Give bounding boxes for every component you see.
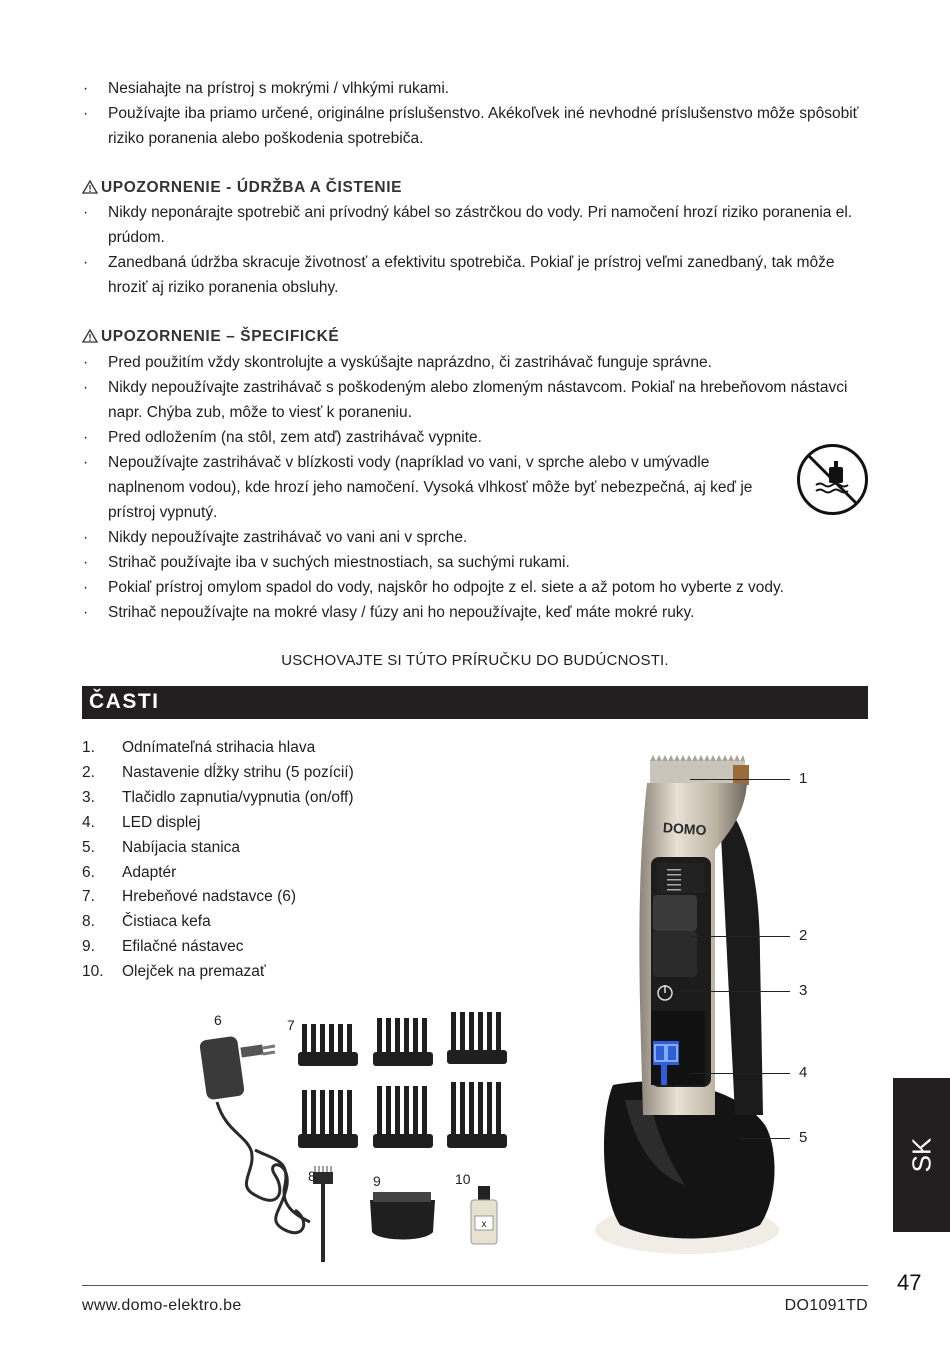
svg-text:x: x (481, 1219, 487, 1230)
list-item: · Pred odložením (na stôl, zem atď) zastrihávač vypnite. (82, 425, 862, 450)
footer-model: DO1091TD (784, 1297, 868, 1314)
list-item: · Nikdy nepoužívajte zastrihávač vo vani ani v sprche. (82, 525, 862, 550)
item-label: Nabíjacia stanica (122, 838, 241, 856)
accessory-label-8: 8 (308, 1168, 316, 1184)
item-label: Olejček na premazať (122, 963, 266, 981)
specific-warning-heading (82, 326, 339, 348)
language-code: SK (906, 1137, 936, 1173)
list-item: · Strihač nepoužívajte na mokré vlasy / fúzy ani ho nepoužívajte, keď máte mokré ruky. (82, 600, 862, 625)
specific-heading-text: UPOZORNENIE – ŠPECIFICKÉ (101, 328, 340, 345)
item-number: 7. (82, 888, 95, 906)
item-label: Odnímateľná strihacia hlava (122, 739, 316, 756)
accessories-illustration (195, 1010, 525, 1265)
list-item (82, 761, 442, 786)
item-label: Adaptér (122, 863, 177, 881)
list-item: · Strihač používajte iba v suchých miestnostiach, sa suchými rukami. (82, 550, 862, 575)
top-bullet-list (82, 76, 862, 151)
trimmer-illustration (595, 755, 795, 1265)
list-item (82, 736, 442, 761)
callout-line-4 (690, 1073, 790, 1074)
warning-triangle-icon (82, 180, 98, 194)
item-number: 5. (82, 838, 95, 856)
item-number: 6. (82, 863, 95, 881)
comb-attachments (298, 1012, 507, 1148)
adapter-illustration (199, 1036, 310, 1233)
list-item (82, 836, 442, 861)
callout-line-5 (740, 1138, 790, 1139)
maintenance-bullet-list (82, 200, 862, 300)
maintenance-warning-heading (82, 177, 402, 199)
accessory-label-10: 10 (455, 1171, 471, 1187)
item-label: Čistiaca kefa (122, 913, 211, 931)
language-tab (893, 1078, 950, 1232)
footer-divider (82, 1285, 868, 1286)
list-item (82, 811, 442, 836)
item-label: Nastavenie dĺžky strihu (5 pozícií) (122, 763, 354, 781)
item-label: Tlačidlo zapnutia/vypnutia (on/off) (122, 788, 354, 806)
list-item: · Nesiahajte na prístroj s mokrými / vlhkými rukami. (82, 76, 862, 101)
callout-line-3 (680, 991, 790, 992)
cleaning-brush (313, 1166, 333, 1262)
accessory-label-9: 9 (373, 1173, 381, 1189)
maintenance-heading-text: UPOZORNENIE - ÚDRŽBA A ČISTENIE (101, 179, 403, 196)
item-number: 8. (82, 913, 95, 931)
item-label: LED displej (122, 813, 201, 831)
callout-5: 5 (799, 1129, 808, 1146)
item-number: 10. (82, 963, 104, 981)
keep-manual-note: USCHOVAJTE SI TÚTO PRÍRUČKU DO BUDÚCNOSTI. (281, 652, 669, 669)
item-number: 4. (82, 813, 95, 831)
accessory-label-6: 6 (214, 1012, 222, 1028)
parts-list (82, 736, 442, 985)
list-item (82, 935, 442, 960)
callout-1: 1 (799, 770, 808, 787)
item-label: Hrebeňové nadstavce (6) (122, 888, 297, 906)
page-number: 47 (897, 1270, 922, 1295)
item-number: 9. (82, 938, 95, 956)
accessory-label-7: 7 (287, 1017, 295, 1033)
list-item: · Pred použitím vždy skontrolujte a vyskúšajte naprázdno, či zastrihávač funguje správne. (82, 350, 862, 375)
callout-line-1 (690, 779, 790, 780)
callout-3: 3 (799, 982, 808, 999)
list-item: · Zanedbaná údržba skracuje životnosť a efektivitu spotrebiča. Pokiaľ je prístroj veľmi zanedbaný, tak môže hroziť aj riziko poranenia obsluhy. (82, 250, 862, 300)
specific-bullet-list (82, 350, 862, 625)
item-label: Efilačné nástavec (122, 938, 244, 956)
list-item: · Nikdy neponárajte spotrebič ani prívodný kábel so zástrčkou do vody. Pri namočení hrozí riziko poranenia el. prúdom. (82, 200, 862, 250)
oil-bottle (471, 1186, 497, 1244)
callout-line-2 (690, 936, 790, 937)
thinning-attachment (370, 1192, 435, 1240)
list-item (82, 910, 442, 935)
list-item (82, 960, 442, 985)
brand-logo: DOMO (662, 819, 707, 839)
item-number: 3. (82, 788, 95, 806)
list-item: · Pokiaľ prístroj omylom spadol do vody, najskôr ho odpojte z el. siete a až potom ho vyberte z vody. (82, 575, 862, 600)
parts-section-heading: ČASTI (82, 686, 868, 719)
no-water-icon (796, 443, 869, 516)
item-number: 1. (82, 739, 95, 756)
list-item (82, 861, 442, 886)
callout-4: 4 (799, 1064, 808, 1081)
list-item (82, 786, 442, 811)
list-item: · Nepoužívajte zastrihávač v blízkosti vody (napríklad vo vani, v sprche alebo v umývadle naplnenom vodou), kde hrozí jeho namočení. Vysoká vlhkosť môže byť nebezpečná, aj keď je prístroj vypnutý. (82, 450, 862, 525)
list-item: · Nikdy nepoužívajte zastrihávač s poškodeným alebo zlomeným nástavcom. Pokiaľ na hrebeňovom nástavci napr. Chýba zub, môže to viesť k poraneniu. (82, 375, 862, 425)
list-item (82, 885, 442, 910)
callout-2: 2 (799, 927, 808, 944)
list-item: · Používajte iba priamo určené, originálne príslušenstvo. Akékoľvek iné nevhodné príslušenstvo môže spôsobiť riziko poranenia alebo poškodenia spotrebiča. (82, 101, 862, 151)
item-number: 2. (82, 763, 95, 781)
warning-triangle-icon (82, 329, 98, 343)
footer-website: www.domo-elektro.be (82, 1297, 242, 1314)
